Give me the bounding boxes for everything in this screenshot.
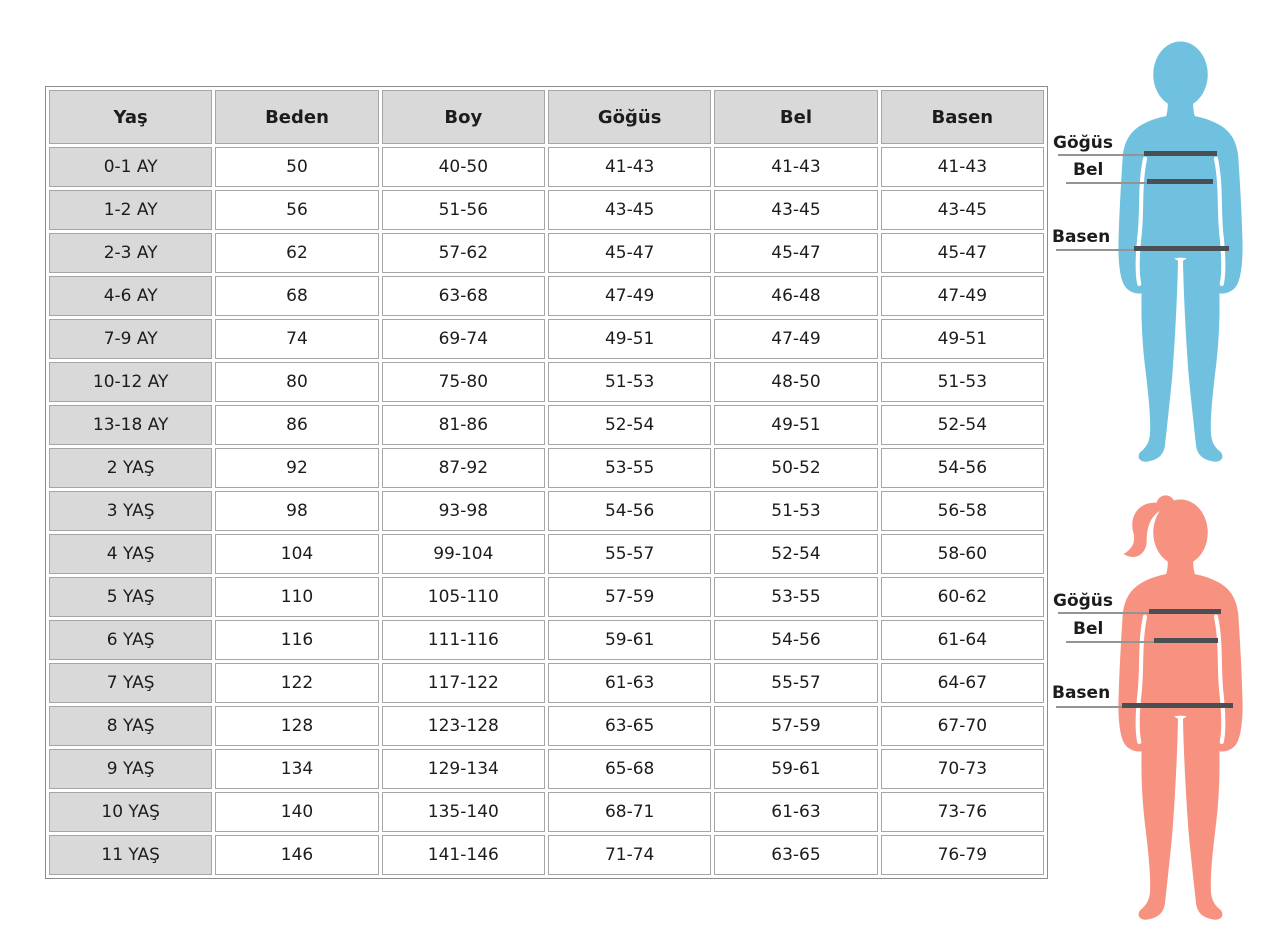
value-cell: 45-47 xyxy=(881,233,1044,273)
value-cell: 56 xyxy=(215,190,378,230)
value-cell: 122 xyxy=(215,663,378,703)
age-cell: 2-3 AY xyxy=(49,233,212,273)
value-cell: 49-51 xyxy=(714,405,877,445)
value-cell: 67-70 xyxy=(881,706,1044,746)
age-cell: 4 YAŞ xyxy=(49,534,212,574)
value-cell: 81-86 xyxy=(382,405,545,445)
age-cell: 10-12 AY xyxy=(49,362,212,402)
value-cell: 54-56 xyxy=(548,491,711,531)
age-cell: 3 YAŞ xyxy=(49,491,212,531)
age-cell: 11 YAŞ xyxy=(49,835,212,875)
value-cell: 47-49 xyxy=(548,276,711,316)
value-cell: 58-60 xyxy=(881,534,1044,574)
value-cell: 146 xyxy=(215,835,378,875)
value-cell: 47-49 xyxy=(714,319,877,359)
value-cell: 104 xyxy=(215,534,378,574)
age-cell: 5 YAŞ xyxy=(49,577,212,617)
value-cell: 105-110 xyxy=(382,577,545,617)
column-header: Basen xyxy=(881,90,1044,144)
age-cell: 0-1 AY xyxy=(49,147,212,187)
value-cell: 117-122 xyxy=(382,663,545,703)
value-cell: 61-64 xyxy=(881,620,1044,660)
waist-measure-line-bottom xyxy=(1154,638,1218,643)
age-cell: 9 YAŞ xyxy=(49,749,212,789)
chest-measure-label-bottom: Göğüs xyxy=(1053,591,1114,611)
value-cell: 48-50 xyxy=(714,362,877,402)
value-cell: 54-56 xyxy=(881,448,1044,488)
column-header: Beden xyxy=(215,90,378,144)
age-cell: 4-6 AY xyxy=(49,276,212,316)
value-cell: 43-45 xyxy=(714,190,877,230)
value-cell: 75-80 xyxy=(382,362,545,402)
value-cell: 70-73 xyxy=(881,749,1044,789)
value-cell: 43-45 xyxy=(881,190,1044,230)
value-cell: 86 xyxy=(215,405,378,445)
value-cell: 63-68 xyxy=(382,276,545,316)
value-cell: 52-54 xyxy=(881,405,1044,445)
table-row xyxy=(49,749,1044,789)
value-cell: 140 xyxy=(215,792,378,832)
value-cell: 45-47 xyxy=(548,233,711,273)
column-header: Göğüs xyxy=(548,90,711,144)
value-cell: 128 xyxy=(215,706,378,746)
value-cell: 61-63 xyxy=(714,792,877,832)
chest-measure-label-top: Göğüs xyxy=(1053,133,1114,153)
right-leg xyxy=(1183,253,1222,462)
value-cell: 98 xyxy=(215,491,378,531)
age-cell: 1-2 AY xyxy=(49,190,212,230)
left-leg xyxy=(1139,253,1178,462)
value-cell: 87-92 xyxy=(382,448,545,488)
value-cell: 134 xyxy=(215,749,378,789)
value-cell: 74 xyxy=(215,319,378,359)
value-cell: 59-61 xyxy=(714,749,877,789)
table-row xyxy=(49,276,1044,316)
value-cell: 41-43 xyxy=(548,147,711,187)
table-row xyxy=(49,190,1044,230)
chest-measure-line-top xyxy=(1144,151,1217,156)
table-row xyxy=(49,233,1044,273)
value-cell: 65-68 xyxy=(548,749,711,789)
value-cell: 52-54 xyxy=(548,405,711,445)
value-cell: 57-59 xyxy=(714,706,877,746)
chest-measure-line-bottom xyxy=(1149,609,1221,614)
column-header: Yaş xyxy=(49,90,212,144)
value-cell: 141-146 xyxy=(382,835,545,875)
value-cell: 59-61 xyxy=(548,620,711,660)
value-cell: 49-51 xyxy=(881,319,1044,359)
value-cell: 53-55 xyxy=(714,577,877,617)
value-cell: 41-43 xyxy=(881,147,1044,187)
value-cell: 135-140 xyxy=(382,792,545,832)
value-cell: 116 xyxy=(215,620,378,660)
table-row xyxy=(49,448,1044,488)
size-table xyxy=(45,86,1048,879)
value-cell: 110 xyxy=(215,577,378,617)
value-cell: 45-47 xyxy=(714,233,877,273)
value-cell: 76-79 xyxy=(881,835,1044,875)
waist-measure-label-bottom: Bel xyxy=(1073,619,1104,639)
value-cell: 41-43 xyxy=(714,147,877,187)
value-cell: 46-48 xyxy=(714,276,877,316)
value-cell: 62 xyxy=(215,233,378,273)
value-cell: 63-65 xyxy=(548,706,711,746)
value-cell: 111-116 xyxy=(382,620,545,660)
age-cell: 2 YAŞ xyxy=(49,448,212,488)
value-cell: 99-104 xyxy=(382,534,545,574)
age-cell: 7-9 AY xyxy=(49,319,212,359)
value-cell: 51-53 xyxy=(548,362,711,402)
table-row xyxy=(49,792,1044,832)
hip-measure-line-top xyxy=(1134,246,1229,251)
table-row xyxy=(49,319,1044,359)
value-cell: 54-56 xyxy=(714,620,877,660)
hip-measure-label-bottom: Basen xyxy=(1052,683,1111,703)
value-cell: 61-63 xyxy=(548,663,711,703)
hip-measure-line-bottom xyxy=(1122,703,1233,708)
waist-measure-label-top: Bel xyxy=(1073,160,1104,180)
value-cell: 68 xyxy=(215,276,378,316)
table-row xyxy=(49,534,1044,574)
value-cell: 51-53 xyxy=(714,491,877,531)
value-cell: 50 xyxy=(215,147,378,187)
value-cell: 69-74 xyxy=(382,319,545,359)
value-cell: 51-53 xyxy=(881,362,1044,402)
column-header: Boy xyxy=(382,90,545,144)
value-cell: 60-62 xyxy=(881,577,1044,617)
value-cell: 80 xyxy=(215,362,378,402)
girl-silhouette-pink xyxy=(1098,478,1263,940)
value-cell: 40-50 xyxy=(382,147,545,187)
table-row xyxy=(49,706,1044,746)
table-row xyxy=(49,663,1044,703)
right-leg xyxy=(1183,711,1222,920)
value-cell: 49-51 xyxy=(548,319,711,359)
value-cell: 55-57 xyxy=(548,534,711,574)
column-header: Bel xyxy=(714,90,877,144)
age-cell: 7 YAŞ xyxy=(49,663,212,703)
value-cell: 52-54 xyxy=(714,534,877,574)
value-cell: 57-59 xyxy=(548,577,711,617)
table-row xyxy=(49,835,1044,875)
body-silhouette-blue xyxy=(1098,22,1263,480)
table-row xyxy=(49,405,1044,445)
table-row xyxy=(49,362,1044,402)
value-cell: 50-52 xyxy=(714,448,877,488)
table-header-row xyxy=(49,90,1044,144)
age-cell: 6 YAŞ xyxy=(49,620,212,660)
table-row xyxy=(49,147,1044,187)
age-cell: 10 YAŞ xyxy=(49,792,212,832)
table-row xyxy=(49,620,1044,660)
table-row xyxy=(49,491,1044,531)
left-leg xyxy=(1139,711,1178,920)
value-cell: 129-134 xyxy=(382,749,545,789)
value-cell: 68-71 xyxy=(548,792,711,832)
value-cell: 123-128 xyxy=(382,706,545,746)
value-cell: 64-67 xyxy=(881,663,1044,703)
age-cell: 13-18 AY xyxy=(49,405,212,445)
value-cell: 43-45 xyxy=(548,190,711,230)
age-cell: 8 YAŞ xyxy=(49,706,212,746)
value-cell: 55-57 xyxy=(714,663,877,703)
value-cell: 92 xyxy=(215,448,378,488)
value-cell: 73-76 xyxy=(881,792,1044,832)
value-cell: 53-55 xyxy=(548,448,711,488)
value-cell: 56-58 xyxy=(881,491,1044,531)
value-cell: 51-56 xyxy=(382,190,545,230)
value-cell: 63-65 xyxy=(714,835,877,875)
waist-measure-line-top xyxy=(1147,179,1213,184)
value-cell: 47-49 xyxy=(881,276,1044,316)
table-row xyxy=(49,577,1044,617)
value-cell: 71-74 xyxy=(548,835,711,875)
hip-measure-label-top: Basen xyxy=(1052,227,1111,247)
value-cell: 57-62 xyxy=(382,233,545,273)
value-cell: 93-98 xyxy=(382,491,545,531)
